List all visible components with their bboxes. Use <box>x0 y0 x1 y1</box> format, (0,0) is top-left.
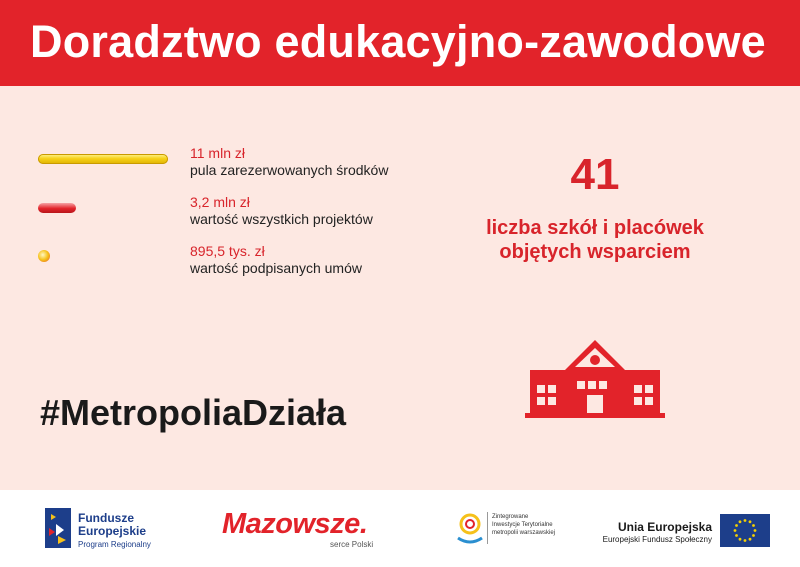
zit-logo-text <box>492 513 555 537</box>
zit-line2: Inwestycje Terytorialne <box>492 522 553 528</box>
fe-line3: Program Regionalny <box>78 540 151 549</box>
stat-value-reserved-funds: 11 mln zł <box>190 145 245 161</box>
stat-dot-signed-contracts <box>38 250 50 262</box>
stat-value-projects: 3,2 mln zł <box>190 194 250 210</box>
zit-line1: Zintegrowane <box>492 514 529 520</box>
schools-count: 41 <box>570 150 620 199</box>
zit-divider <box>487 512 488 544</box>
fe-line1: Fundusze <box>78 511 134 525</box>
fundusze-europejskie-logo-icon <box>45 508 71 548</box>
mazowsze-tagline: serce Polski <box>330 540 374 549</box>
stat-label-reserved-funds: pula zarezerwowanych środków <box>190 162 389 178</box>
school-building-icon <box>525 335 665 420</box>
schools-caption: liczba szkół i placówek objętych wsparciem <box>486 217 704 263</box>
stat-bar-reserved-funds <box>38 154 168 164</box>
stat-label-contracts: wartość podpisanych umów <box>190 260 362 276</box>
stat-label-projects: wartość wszystkich projektów <box>190 211 373 227</box>
hashtag: #MetropoliaDziała <box>40 392 347 433</box>
zit-line3: metropolii warszawskiej <box>492 530 556 536</box>
eu-flag-icon <box>720 514 770 547</box>
fe-line2: Europejskie <box>78 524 147 538</box>
page-title: Doradztwo edukacyjno-zawodowe <box>30 16 766 67</box>
eu-logo-subtitle: Europejski Fundusz Społeczny <box>602 535 712 544</box>
zit-logo-icon <box>455 510 485 546</box>
eu-logo-title: Unia Europejska <box>617 520 712 534</box>
header-banner <box>0 0 800 86</box>
fundusze-europejskie-logo-text <box>78 512 151 551</box>
stat-value-contracts: 895,5 tys. zł <box>190 243 265 259</box>
mazowsze-logo: Mazowsze. <box>222 508 368 540</box>
stat-bar-projects-value <box>38 203 76 213</box>
